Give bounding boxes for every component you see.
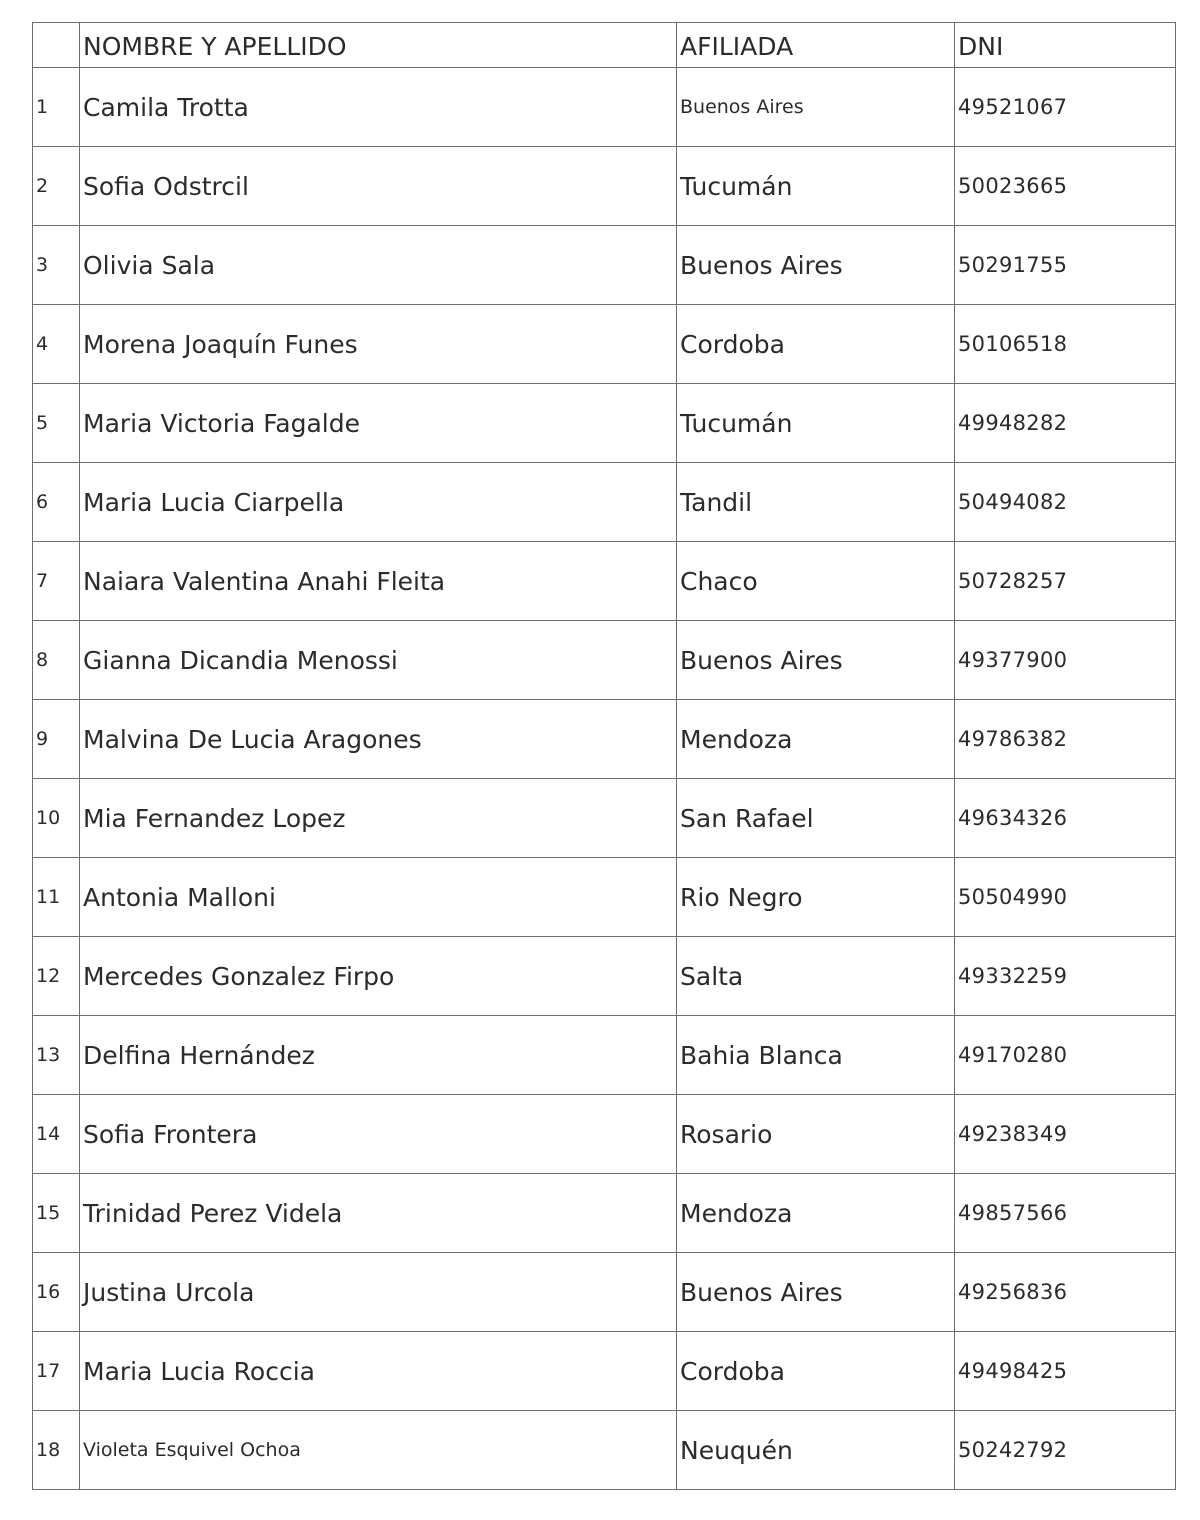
table-row bbox=[33, 1411, 1176, 1490]
dni-cell: 49634326 bbox=[955, 779, 1176, 858]
row-number-cell: 5 bbox=[33, 384, 80, 463]
table-row bbox=[33, 1174, 1176, 1253]
afiliada-cell: Rio Negro bbox=[677, 858, 955, 937]
dni-cell: 50291755 bbox=[955, 226, 1176, 305]
header-afiliada: AFILIADA bbox=[677, 23, 955, 68]
afiliada-cell: Mendoza bbox=[677, 1174, 955, 1253]
table-row bbox=[33, 305, 1176, 384]
name-cell: Trinidad Perez Videla bbox=[80, 1174, 677, 1253]
name-cell: Mercedes Gonzalez Firpo bbox=[80, 937, 677, 1016]
name-cell: Maria Lucia Ciarpella bbox=[80, 463, 677, 542]
afiliada-cell: Tandil bbox=[677, 463, 955, 542]
row-number-cell: 8 bbox=[33, 621, 80, 700]
table-body bbox=[33, 68, 1176, 1490]
dni-cell: 49238349 bbox=[955, 1095, 1176, 1174]
dni-cell: 49377900 bbox=[955, 621, 1176, 700]
row-number-cell: 14 bbox=[33, 1095, 80, 1174]
header-dni: DNI bbox=[955, 23, 1176, 68]
afiliada-cell: Rosario bbox=[677, 1095, 955, 1174]
afiliada-cell: Chaco bbox=[677, 542, 955, 621]
afiliada-cell: Cordoba bbox=[677, 305, 955, 384]
afiliada-cell: Tucumán bbox=[677, 147, 955, 226]
dni-cell: 49521067 bbox=[955, 68, 1176, 147]
name-cell: Sofia Odstrcil bbox=[80, 147, 677, 226]
row-number-cell: 7 bbox=[33, 542, 80, 621]
afiliada-cell: Tucumán bbox=[677, 384, 955, 463]
afiliada-cell: Buenos Aires bbox=[677, 68, 955, 147]
table-row bbox=[33, 147, 1176, 226]
table-row bbox=[33, 1253, 1176, 1332]
table-row bbox=[33, 1016, 1176, 1095]
name-cell: Violeta Esquivel Ochoa bbox=[80, 1411, 677, 1490]
name-cell: Camila Trotta bbox=[80, 68, 677, 147]
name-cell: Maria Lucia Roccia bbox=[80, 1332, 677, 1411]
table-header-row bbox=[33, 23, 1176, 68]
dni-cell: 49948282 bbox=[955, 384, 1176, 463]
row-number-cell: 2 bbox=[33, 147, 80, 226]
dni-cell: 50494082 bbox=[955, 463, 1176, 542]
dni-cell: 49256836 bbox=[955, 1253, 1176, 1332]
table-row bbox=[33, 384, 1176, 463]
afiliada-cell: Cordoba bbox=[677, 1332, 955, 1411]
afiliada-cell: Buenos Aires bbox=[677, 226, 955, 305]
table-row bbox=[33, 542, 1176, 621]
table-row bbox=[33, 1095, 1176, 1174]
dni-cell: 49332259 bbox=[955, 937, 1176, 1016]
name-cell: Morena Joaquín Funes bbox=[80, 305, 677, 384]
name-cell: Justina Urcola bbox=[80, 1253, 677, 1332]
row-number-cell: 13 bbox=[33, 1016, 80, 1095]
row-number-cell: 10 bbox=[33, 779, 80, 858]
row-number-cell: 9 bbox=[33, 700, 80, 779]
table-row bbox=[33, 226, 1176, 305]
name-cell: Gianna Dicandia Menossi bbox=[80, 621, 677, 700]
row-number-cell: 11 bbox=[33, 858, 80, 937]
dni-cell: 50504990 bbox=[955, 858, 1176, 937]
row-number-cell: 17 bbox=[33, 1332, 80, 1411]
dni-cell: 50106518 bbox=[955, 305, 1176, 384]
dni-cell: 49498425 bbox=[955, 1332, 1176, 1411]
name-cell: Malvina De Lucia Aragones bbox=[80, 700, 677, 779]
name-cell: Olivia Sala bbox=[80, 226, 677, 305]
row-number-cell: 3 bbox=[33, 226, 80, 305]
table-row bbox=[33, 779, 1176, 858]
dni-cell: 50023665 bbox=[955, 147, 1176, 226]
name-cell: Mia Fernandez Lopez bbox=[80, 779, 677, 858]
afiliada-cell: Buenos Aires bbox=[677, 621, 955, 700]
row-number-cell: 6 bbox=[33, 463, 80, 542]
dni-cell: 49170280 bbox=[955, 1016, 1176, 1095]
name-cell: Delfina Hernández bbox=[80, 1016, 677, 1095]
row-number-cell: 15 bbox=[33, 1174, 80, 1253]
afiliada-cell: Buenos Aires bbox=[677, 1253, 955, 1332]
table-row bbox=[33, 700, 1176, 779]
header-number bbox=[33, 23, 80, 68]
afiliada-cell: Neuquén bbox=[677, 1411, 955, 1490]
name-cell: Maria Victoria Fagalde bbox=[80, 384, 677, 463]
name-cell: Sofia Frontera bbox=[80, 1095, 677, 1174]
row-number-cell: 18 bbox=[33, 1411, 80, 1490]
name-cell: Naiara Valentina Anahi Fleita bbox=[80, 542, 677, 621]
row-number-cell: 16 bbox=[33, 1253, 80, 1332]
table-row bbox=[33, 463, 1176, 542]
afiliada-cell: Mendoza bbox=[677, 700, 955, 779]
dni-cell: 49786382 bbox=[955, 700, 1176, 779]
table-row bbox=[33, 68, 1176, 147]
header-name: NOMBRE Y APELLIDO bbox=[80, 23, 677, 68]
afiliada-cell: San Rafael bbox=[677, 779, 955, 858]
roster-table bbox=[32, 22, 1176, 1490]
name-cell: Antonia Malloni bbox=[80, 858, 677, 937]
table-row bbox=[33, 621, 1176, 700]
dni-cell: 50728257 bbox=[955, 542, 1176, 621]
row-number-cell: 12 bbox=[33, 937, 80, 1016]
row-number-cell: 4 bbox=[33, 305, 80, 384]
dni-cell: 50242792 bbox=[955, 1411, 1176, 1490]
table-row bbox=[33, 1332, 1176, 1411]
afiliada-cell: Bahia Blanca bbox=[677, 1016, 955, 1095]
table-row bbox=[33, 858, 1176, 937]
table-row bbox=[33, 937, 1176, 1016]
dni-cell: 49857566 bbox=[955, 1174, 1176, 1253]
afiliada-cell: Salta bbox=[677, 937, 955, 1016]
row-number-cell: 1 bbox=[33, 68, 80, 147]
